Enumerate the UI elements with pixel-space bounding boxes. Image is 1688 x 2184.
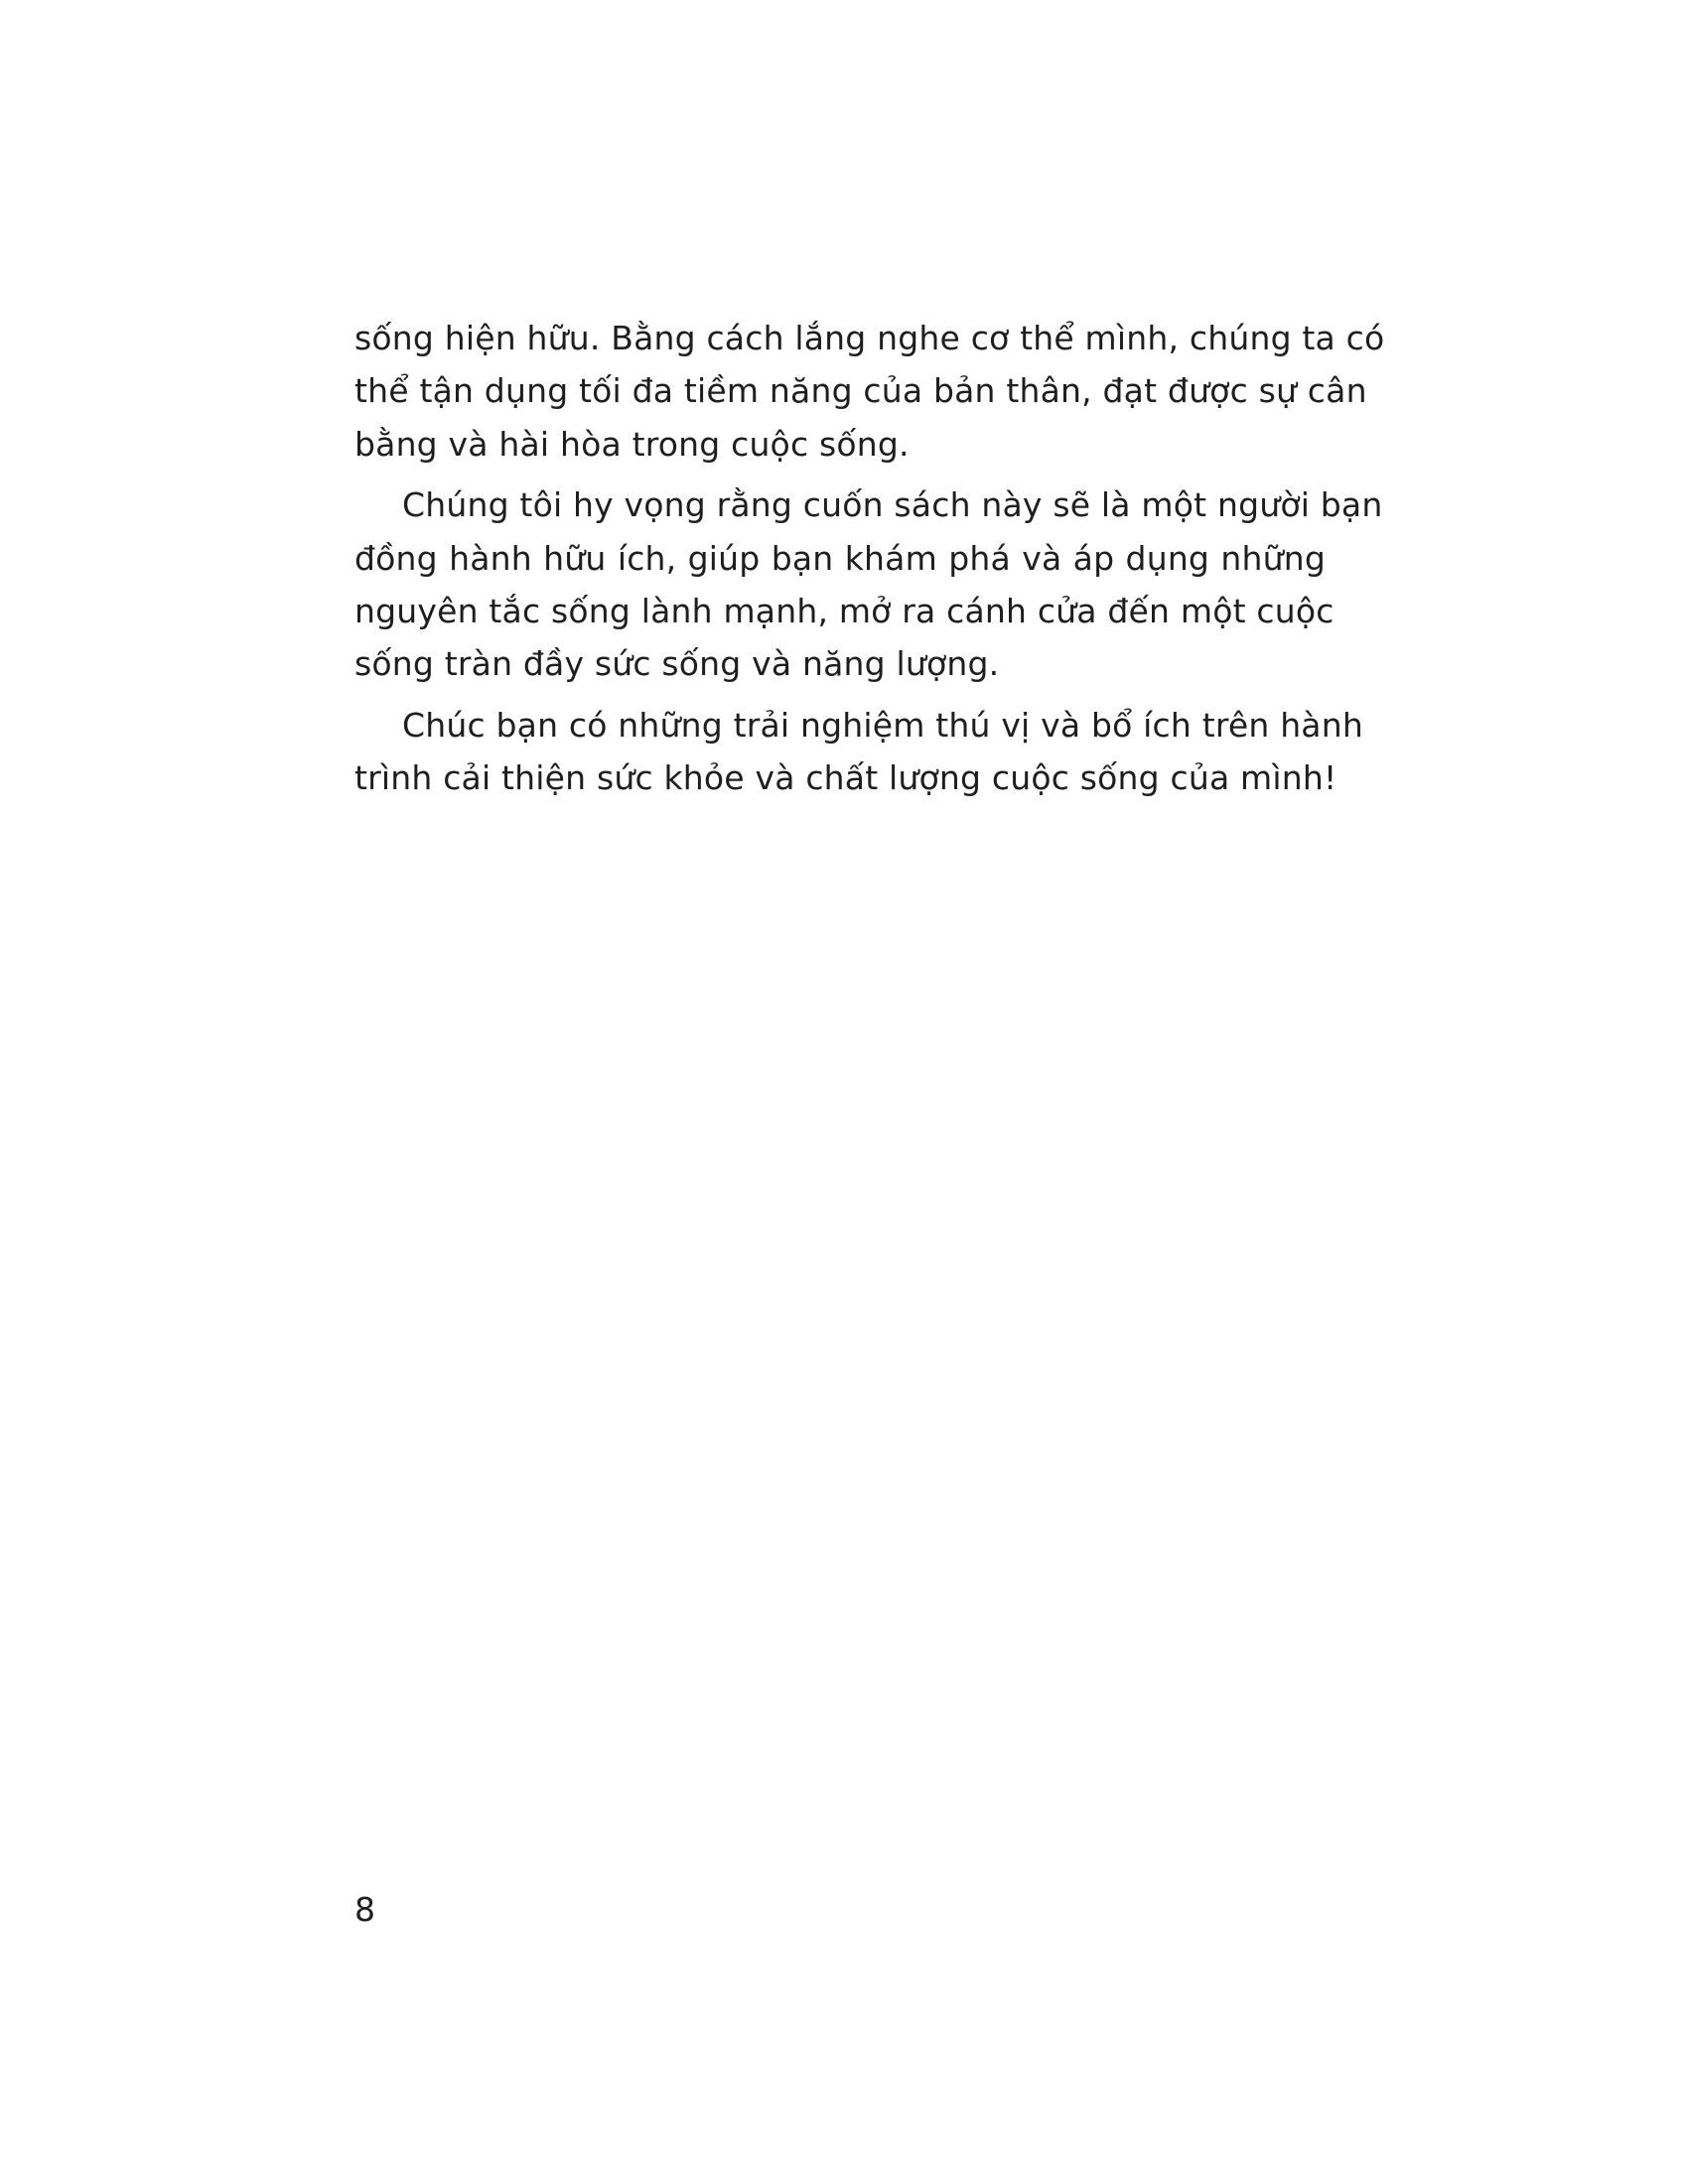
text-line: trình cải thiện sức khỏe và chất lượng cuộc sống của mình! xyxy=(354,758,1337,798)
text-line: nguyên tắc sống lành mạnh, mở ra cánh cửa đến một cuộc xyxy=(354,592,1335,631)
text-line: Chúng tôi hy vọng rằng cuốn sách này sẽ là một người bạn xyxy=(402,485,1383,525)
text-line: sống hiện hữu. Bằng cách lắng nghe cơ thể mình, chúng ta có xyxy=(354,319,1385,357)
paragraph-3 xyxy=(354,699,1363,805)
paragraph-1 xyxy=(354,312,1385,471)
text-line: đồng hành hữu ích, giúp bạn khám phá và áp dụng những xyxy=(354,538,1326,578)
text-line: thể tận dụng tối đa tiềm năng của bản thân, đạt được sự cân xyxy=(354,371,1367,411)
text-line: Chúc bạn có những trải nghiệm thú vị và bổ ích trên hành xyxy=(402,705,1363,745)
text-line: bằng và hài hòa trong cuộc sống. xyxy=(354,424,910,464)
text-line: sống tràn đầy sức sống và năng lượng. xyxy=(354,644,1000,684)
page-number: 8 xyxy=(354,1890,375,1929)
paragraph-2 xyxy=(354,478,1383,691)
body-text xyxy=(354,312,1385,805)
